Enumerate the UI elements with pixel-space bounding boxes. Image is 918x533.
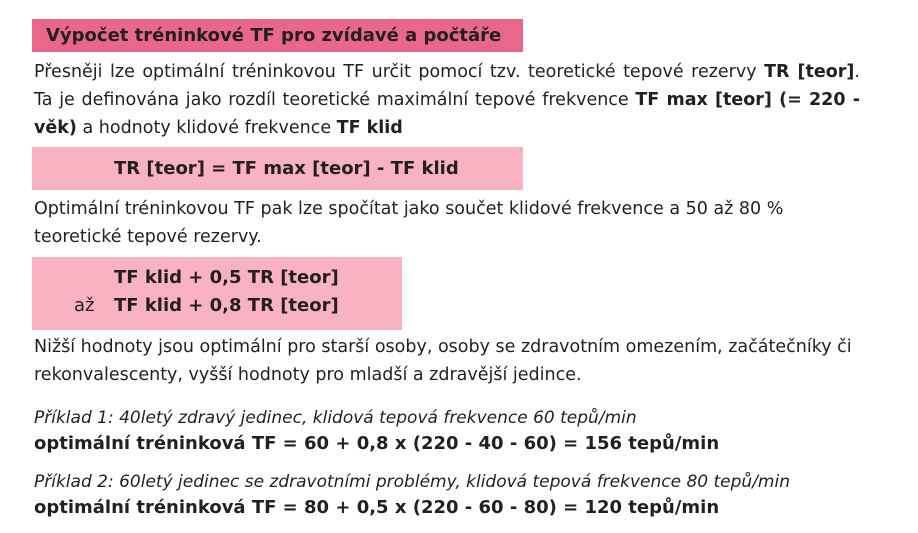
intro-term-tf-klid: TF klid	[336, 118, 403, 138]
intro-text-1: Přesněji lze optimální tréninkovou TF určit pomocí tzv. teoretické tepové rezervy	[34, 62, 765, 82]
intro-term-tf-max: TF max [teor] (= 220 - věk)	[34, 90, 860, 138]
formula-lower-bound: TF klid + 0,5 TR [teor]	[114, 267, 339, 288]
intro-text-3: a hodnoty klidové frekvence	[76, 118, 337, 138]
formula-upper-bound: TF klid + 0,8 TR [teor]	[114, 295, 339, 316]
formula-tepova-rezerva: TR [teor] = TF max [teor] - TF klid	[32, 147, 523, 190]
example-1-label: Příklad 1: 40letý zdravý jedinec, klidová tepová frekvence 60 tepů/min	[34, 408, 637, 428]
intro-text-2: . Ta je definována jako rozdíl teoretické maximální tepové frekvence	[34, 62, 860, 110]
calculation-paragraph: Optimální tréninkovou TF pak lze spočítat jako součet klidové frekvence a 50 až 80 % teoretické tepové rezervy.	[34, 199, 784, 247]
intro-term-tr-teor: TR [teor]	[764, 62, 855, 82]
example-2-label: Příklad 2: 60letý jedinec se zdravotními problémy, klidová tepová frekvence 80 tepů/min	[34, 472, 790, 492]
intro-paragraph	[34, 58, 860, 142]
formula-conjunction: až	[74, 295, 95, 316]
formula-range-box	[32, 257, 402, 330]
example-1-calculation: optimální tréninková TF = 60 + 0,8 x (220 - 40 - 60) = 156 tepů/min	[34, 433, 720, 454]
example-2-calculation: optimální tréninková TF = 80 + 0,5 x (220 - 60 - 80) = 120 tepů/min	[34, 497, 720, 518]
section-heading: Výpočet tréninkové TF pro zvídavé a počtáře	[32, 19, 523, 52]
recommendation-paragraph: Nižší hodnoty jsou optimální pro starší osoby, osoby se zdravotním omezením, začátečníky či rekonvalescenty, vyšší hodnoty pro mladší a zdravější jedince.	[34, 337, 852, 385]
